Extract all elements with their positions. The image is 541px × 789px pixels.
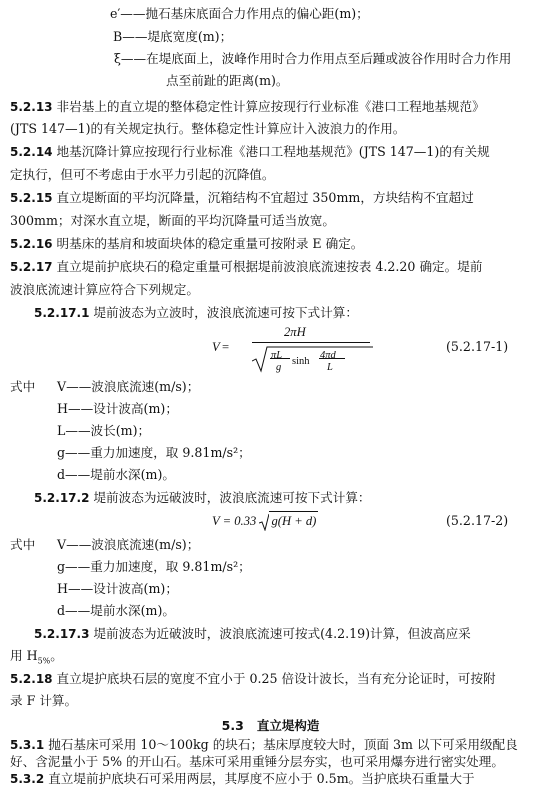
equation-number-5-2-17-1: (5.2.17-1) <box>446 339 509 354</box>
clause-number: 5.2.17.1 <box>34 306 90 320</box>
eq-den-g: g <box>276 362 282 373</box>
eq-fraction-bar <box>252 342 370 343</box>
clause-5-2-17-2 <box>34 488 371 508</box>
eq-var-V: V <box>212 340 220 354</box>
clause-5-2-17-3-line1 <box>34 624 471 644</box>
where1-d: d——堤前水深(m)。 <box>57 467 175 482</box>
eq-equals: = <box>222 340 230 354</box>
clause-5-2-17-line1 <box>10 257 482 277</box>
clause-number: 5.2.18 <box>10 672 53 686</box>
eq-sinh: sinh <box>292 356 310 367</box>
clause-text: 地基沉降计算应按现行行业标准《港口工程地基规范》(JTS 147—1)的有关规 <box>56 144 490 159</box>
clause-text: 直立堤断面的平均沉降量，沉箱结构不宜超过 350mm，方块结构不宜超过 <box>56 190 474 205</box>
eq-numerator: 2πH <box>284 325 306 339</box>
clause-5-2-14-line2: 定执行，但可不考虑由于水平力引起的沉降值。 <box>10 167 275 182</box>
clause-5-2-15-line1 <box>10 188 474 208</box>
section-heading-5-3 <box>0 716 541 735</box>
where1-H: H——设计波高(m)； <box>57 401 178 416</box>
clause-number: 5.2.13 <box>10 100 53 114</box>
def-B: B——堤底宽度(m)； <box>113 29 233 44</box>
clause-text: 非岩基上的直立堤的整体稳定性计算应按现行行业标准《港口工程地基规范》 <box>56 99 485 114</box>
where2-V: V——波浪底流速(m/s)； <box>57 537 200 552</box>
clause-number: 5.2.17.3 <box>34 627 90 641</box>
equation-number-5-2-17-2: (5.2.17-2) <box>446 513 509 528</box>
eq2-left: V = 0.33 <box>212 514 257 528</box>
where2-d: d——堤前水深(m)。 <box>57 603 175 618</box>
eq-den-piL: πL <box>271 350 283 361</box>
where1-V: V——波浪底流速(m/s)； <box>57 379 200 394</box>
clause-5-2-15-line2: 300mm；对深水直立堤，断面的平均沉降量可适当放宽。 <box>10 213 335 228</box>
clause-text-end: 。 <box>50 648 63 663</box>
eq-den-4pid: 4πd <box>320 350 336 361</box>
clause-5-2-17-line2: 波浪底流速计算应符合下列规定。 <box>10 282 199 297</box>
clause-5-2-16 <box>10 234 363 254</box>
clause-5-2-13-line1 <box>10 97 485 117</box>
def-e-prime: e′——抛石基床底面合力作用点的偏心距(m)； <box>110 6 369 21</box>
clause-text: 直立堤前护底块石可采用两层，其厚度不应小于 0.5m。当护底块石重量大于 <box>48 771 475 786</box>
clause-number: 5.2.15 <box>10 191 53 205</box>
clause-number: 5.3.1 <box>10 738 45 752</box>
clause-5-3-2-line1 <box>10 769 475 789</box>
clause-5-2-18-line2: 录 F 计算。 <box>10 693 78 708</box>
clause-text: 堤前波态为远破波时，波浪底流速可按下式计算： <box>93 490 371 505</box>
eq2-radicand: g(H + d) <box>269 511 318 531</box>
where-label-2: 式中 <box>10 537 36 552</box>
eq2-sqrt-sign <box>259 513 269 531</box>
clause-5-2-13-line2: (JTS 147—1)的有关规定执行。整体稳定性计算应计入波浪力的作用。 <box>10 121 406 136</box>
subscript-5pct: 5% <box>37 656 51 666</box>
clause-number: 5.2.17.2 <box>34 491 90 505</box>
clause-text: 明基床的基肩和坡面块体的稳定重量可按附录 E 确定。 <box>56 236 364 251</box>
clause-text: 堤前波态为近破波时，波浪底流速可按式(4.2.19)计算，但波高应采 <box>93 626 471 641</box>
clause-5-2-17-1 <box>34 303 358 323</box>
clause-text: 直立堤前护底块石的稳定重量可根据堤前波浪底流速按表 4.2.20 确定。堤前 <box>56 259 483 274</box>
clause-number: 5.3.2 <box>10 772 45 786</box>
clause-5-2-18-line1 <box>10 669 496 689</box>
clause-5-2-14-line1 <box>10 142 490 162</box>
clause-5-3-1-line2: 好、含泥量小于 5% 的开山石。基床可采用重锤分层夯实，也可采用爆夯进行密实处理。 <box>10 754 504 769</box>
clause-number: 5.2.14 <box>10 145 53 159</box>
eq-den-L: L <box>327 362 333 373</box>
clause-number: 5.2.16 <box>10 237 53 251</box>
where-label-1: 式中 <box>10 379 36 394</box>
where1-L: L——波长(m)； <box>57 423 151 438</box>
clause-text: 用 H <box>10 648 38 663</box>
where2-H: H——设计波高(m)； <box>57 581 178 596</box>
clause-text: 抛石基床可采用 10～100kg 的块石；基床厚度较大时，顶面 3m 以下可采用级配良 <box>48 737 518 752</box>
section-number: 5.3 <box>221 718 244 733</box>
where2-g: g——重力加速度，取 9.81m/s²； <box>57 559 251 574</box>
clause-5-2-17-3-line2 <box>10 646 63 671</box>
where1-g: g——重力加速度，取 9.81m/s²； <box>57 445 251 460</box>
clause-number: 5.2.17 <box>10 260 53 274</box>
equation-5-2-17-2 <box>212 511 318 531</box>
def-xi-line2: 点至前趾的距离(m)。 <box>166 73 289 88</box>
def-xi-line1: ξ——在堤底面上，波峰作用时合力作用点至后踵或波谷作用时合力作用 <box>114 51 512 66</box>
section-title: 直立堤构造 <box>256 718 320 733</box>
clause-text: 堤前波态为立波时，波浪底流速可按下式计算： <box>93 305 358 320</box>
clause-text: 直立堤护底块石层的宽度不宜小于 0.25 倍设计波长，当有充分论证时，可按附 <box>56 671 496 686</box>
